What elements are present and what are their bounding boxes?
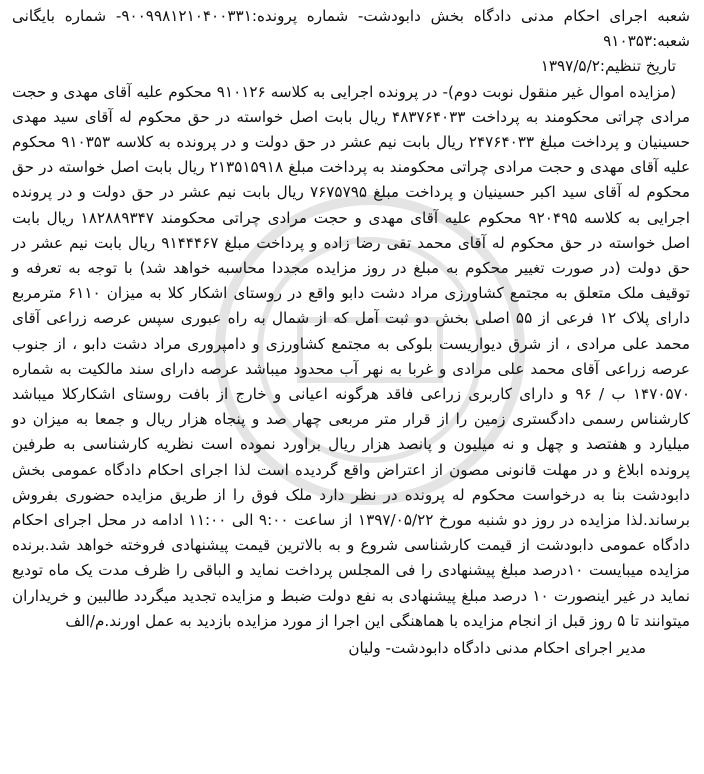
notice-header: شعبه اجرای احکام مدنی دادگاه بخش دابودشت- شماره پرونده:۹۰۰۹۹۸۱۲۱۰۴۰۰۳۳۱- شماره بایگانی شعبه:۹۱۰۳۵۳ (12, 7, 691, 51)
notice-date: تاریخ تنظیم:۱۳۹۷/۵/۲ (540, 57, 676, 76)
notice-signature: مدیر اجرای احکام مدنی دادگاه دابودشت- ولیان (348, 639, 646, 658)
notice-body: (مزایده اموال غیر منقول نوبت دوم)- در پرونده اجرایی به کلاسه ۹۱۰۱۲۶ محکوم علیه آقای مهدی و حجت مرادی چراتی محکومند به پرداخت ۴۸۳۷۶۴۰۳۳ ریال بابت اصل خواسته در حق محکوم له آقای سید مهدی حسینیان و پرداخت مبلغ ۲۴۷۶۴۰۳۳ ریال بابت نیم عشر در حق دولت و در پرونده به کلاسه ۹۱۰۳۵۳ محکوم علیه آقای مهدی و حجت مرادی چراتی محکومند به پرداخت مبلغ ۲۱۳۵۱۵۹۱۸ ریال بابت اصل خواسته در حق محکوم له آقای سید اکبر حسینیان و پرداخت مبلغ ۷۶۷۵۷۹۵ ریال بابت نیم عشر در حق دولت و در پرونده اجرایی به کلاسه ۹۲۰۴۹۵ محکوم علیه آقای مهدی و حجت مرادی چراتی محکومند ۱۸۲۸۸۹۳۴۷ ریال بابت اصل خواسته در حق محکوم له آقای محمد تقی رضا زاده و پرداخت مبلغ ۹۱۴۴۴۶۷ ریال بابت نیم عشر در حق دولت (در صورت تغییر محکوم به مبلغ در روز مزایده مجددا محاسبه خواهد شد) با توجه به تعرفه و توقیف ملک متعلق به مجتمع کشاورزی مراد دشت دابو واقع در روستای اشکار کلا به میزان ۶۱۱۰ مترمربع دارای پلاک ۱۲ فرعی از ۵۵ اصلی بخش دو ثبت آمل که از شمال به راه عبوری سپس عرصه زراعی آقای محمد علی مرادی ، از شرق دیواریست بلوکی به مجتمع کشاورزی و دامپروری مراد دشت دابو ، از جنوب عرصه زراعی آقای محمد علی مرادی و غربا به نهر آب محدود میباشد عرصه دارای سند مالکیت به شماره ۱۴۷۰۵۷۰ ب / ۹۶ و دارای کاربری زراعی فاقد هرگونه اعیانی و خارج از بافت روستای اشکارکلا میباشد کارشناس رسمی دادگستری زمین را از قرار متر مربعی چهار صد و پنجاه هزار ریال و جمعا به میزان دو میلیارد و هفتصد و چهل و نه میلیون و پانصد هزار ریال براورد نموده است نظریه کارشناسی به طرفین پرونده ابلاغ و در مهلت قانونی مصون از اعتراض واقع گردیده است لذا اجرای احکام دادگاه عمومی بخش دابودشت بنا به درخواست محکوم له پرونده در نظر دارد ملک فوق را از طریق مزایده حضوری بفروش برساند.لذا مزایده در روز دو شنبه مورخ ۱۳۹۷/۰۵/۲۲ از ساعت ۹:۰۰ الی ۱۱:۰۰ ادامه در محل اجرای احکام دادگاه عمومی دابودشت از قیمت کارشناسی شروع و به بالاترین قیمت پیشنهادی فروخته خواهد شد.برنده مزایده میبایست ۱۰درصد مبلغ پیشنهادی را فی المجلس پرداخت نماید و الباقی را ظرف مدت یک ماه تودیع نماید در غیر اینصورت ۱۰ درصد مبلغ پیشنهادی به نفع دولت ضبط و مزایده تجدید میگردد طالبین و خریداران میتوانند تا ۵ روز قبل از انجام مزایده با هماهنگی این اجرا از مورد مزایده بازدید به عمل اورند.م/الف (12, 82, 691, 630)
